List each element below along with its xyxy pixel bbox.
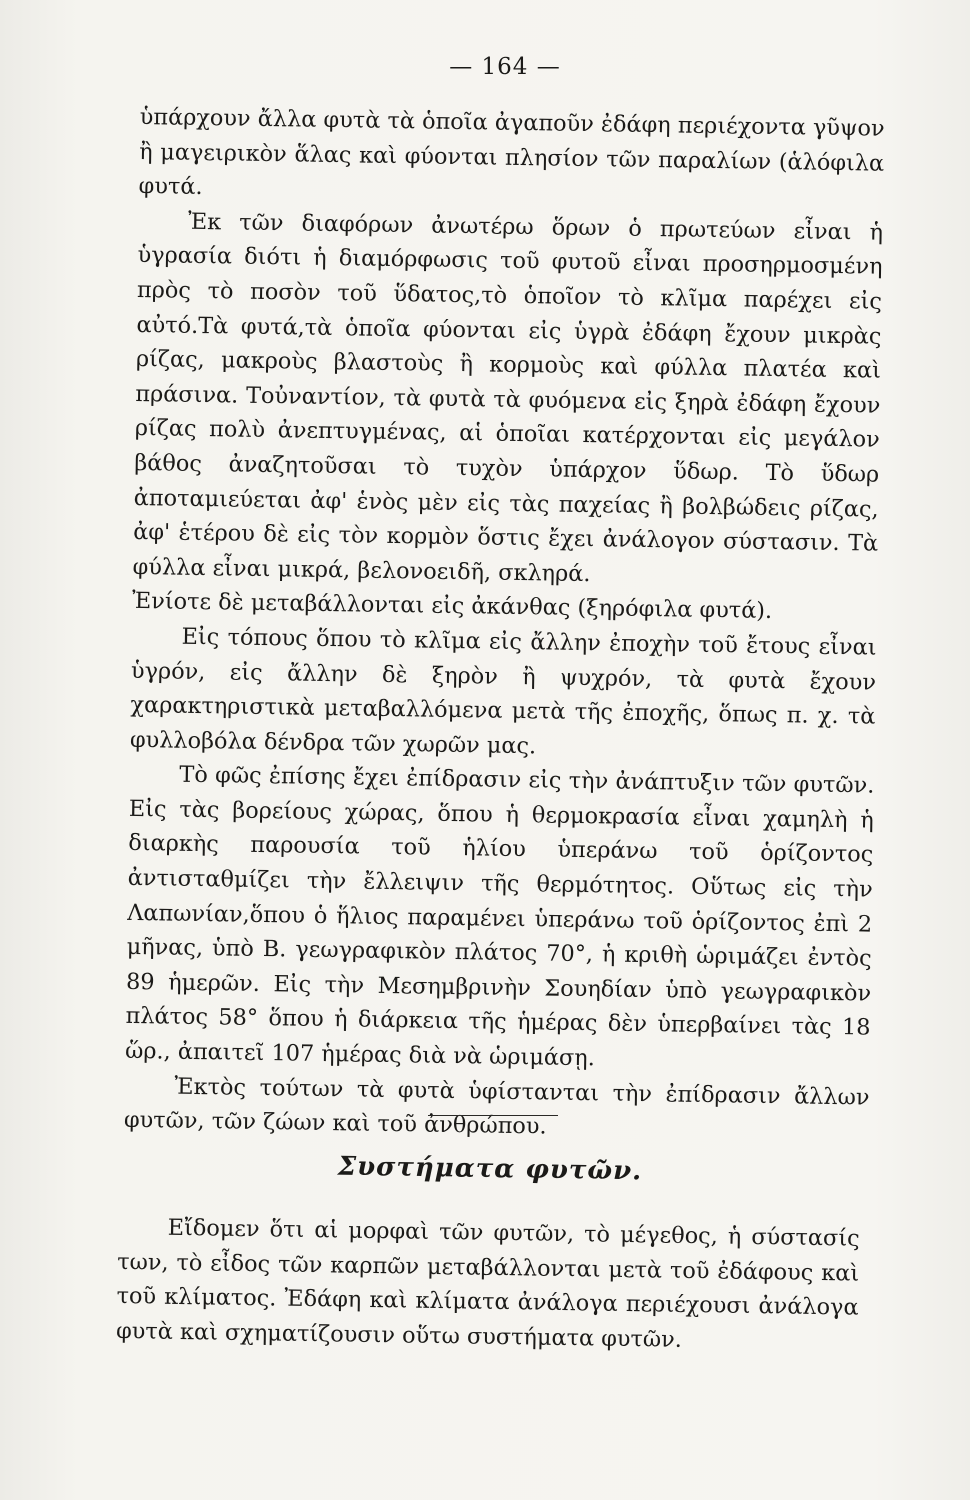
paragraph: Ἐνίοτε δὲ μεταβάλλονται εἰς ἀκάνθας (ξηρόφιλα φυτά). <box>131 588 773 625</box>
body-text <box>124 100 885 1149</box>
paragraph: Εἴδομεν ὅτι αἱ μορφαὶ τῶν φυτῶν, τὸ μέγεθος, ἡ σύστασίς των, τὸ εἶδος τῶν καρπῶν μεταβάλλονται μετὰ τοῦ ἐδάφους καὶ τοῦ κλίματος. Ἐδάφη καὶ κλίματα ἀνάλογα περιέχουσι ἀνάλογα φυτὰ καὶ σχηματίζουσιν οὕτω συστήματα φυτῶν. <box>115 1214 860 1353</box>
paragraph: Εἰς τόπους ὅπου τὸ κλῖμα εἰς ἄλλην ἐποχὴν τοῦ ἔτους εἶναι ὑγρόν, εἰς ἄλλην δὲ ξηρὸν ἢ ψυχρόν, τὰ φυτὰ ἔχουν χαρακτηριστικὰ μεταβαλλόμενα μετὰ τῆς ἐποχῆς, ὅπως π. χ. τὰ φυλλοβόλα δένδρα τῶν χωρῶν μας. <box>129 623 877 759</box>
paragraph: Ἐκ τῶν διαφόρων ἀνωτέρω ὅρων ὁ πρωτεύων εἶναι ἡ ὑγρασία διότι ἡ διαμόρφωσις τοῦ φυτοῦ εἶναι προσηρμοσμένη πρὸς τὸ ποσὸν τοῦ ὕδατος,τὸ ὁποῖον τὸ κλῖμα παρέχει εἰς αὐτό.Τὰ φυτά,τὰ ὁποῖα φύονται εἰς ὑγρὰ ἐδάφη ἔχουν μικρὰς ρίζας, μακροὺς βλαστοὺς ἢ κορμοὺς καὶ φύλλα πλατέα καὶ πράσινα. Τοὐναντίον, τὰ φυτὰ τὰ φυόμενα εἰς ξηρὰ ἐδάφη ἔχουν ρίζας πολὺ ἀνεπτυγμένας, αἱ ὁποῖαι κατέρχονται εἰς μεγάλον βάθος ἀναζητοῦσαι τὸ τυχὸν ὑπάρχον ὕδωρ. Τὸ ὕδωρ ἀποταμιεύεται ἀφ' ἑνὸς μὲν εἰς τὰς παχείας ἢ βολβώδεις ρίζας, ἀφ' ἑτέρου δὲ εἰς τὸν κορμὸν ὅστις ἔχει ἀνάλογον σύστασιν. Τὰ φύλλα εἶναι μικρά, βελονοειδῆ, σκληρά. <box>132 208 884 587</box>
section-title: Συστήματα φυτῶν. <box>337 1151 643 1187</box>
section-body-text <box>116 1210 860 1360</box>
paragraph: Ἐκτὸς τούτων τὰ φυτὰ ὑφίστανται τὴν ἐπίδρασιν ἄλλων φυτῶν, τῶν ζώων καὶ τοῦ ἀνθρώπου. <box>123 1073 870 1140</box>
paragraph: Τὸ φῶς ἐπίσης ἔχει ἐπίδρασιν εἰς τὴν ἀνάπτυξιν τῶν φυτῶν. Εἰς τὰς βορείους χώρας, ὅπου ἡ θερμοκρασία εἶναι χαμηλὴ ἡ διαρκὴς παρουσία τοῦ ἡλίου ὑπεράνω τοῦ ὁρίζοντος ἀντισταθμίζει τὴν ἔλλειψιν τῆς θερμότητος. Οὕτως εἰς τὴν Λαπωνίαν,ὅπου ὁ ἥλιος παραμένει ὑπεράνω τοῦ ὁρίζοντος ἐπὶ 2 μῆνας, ὑπὸ Β. γεωγραφικὸν πλάτος 70°, ἡ κριθὴ ὡριμάζει ἐντὸς 89 ἡμερῶν. Εἰς τὴν Μεσημβρινὴν Σουηδίαν ὑπὸ γεωγραφικὸν πλάτος 58° ὅπου ἡ διάρκεια τῆς ἡμέρας δὲν ὑπερβαίνει τὰς 18 ὥρ., ἀπαιτεῖ 107 ἡμέρας διὰ νὰ ὡριμάσῃ. <box>124 761 875 1072</box>
paragraph: ὑπάρχουν ἄλλα φυτὰ τὰ ὁποῖα ἀγαποῦν ἐδάφη περιέχοντα γῦψον ἢ μαγειρικὸν ἅλας καὶ φύονται πλησίον τῶν παραλίων (ἁλόφιλα φυτά. <box>138 103 885 201</box>
section-divider <box>428 1115 558 1116</box>
page-number: — 164 — <box>449 54 561 80</box>
